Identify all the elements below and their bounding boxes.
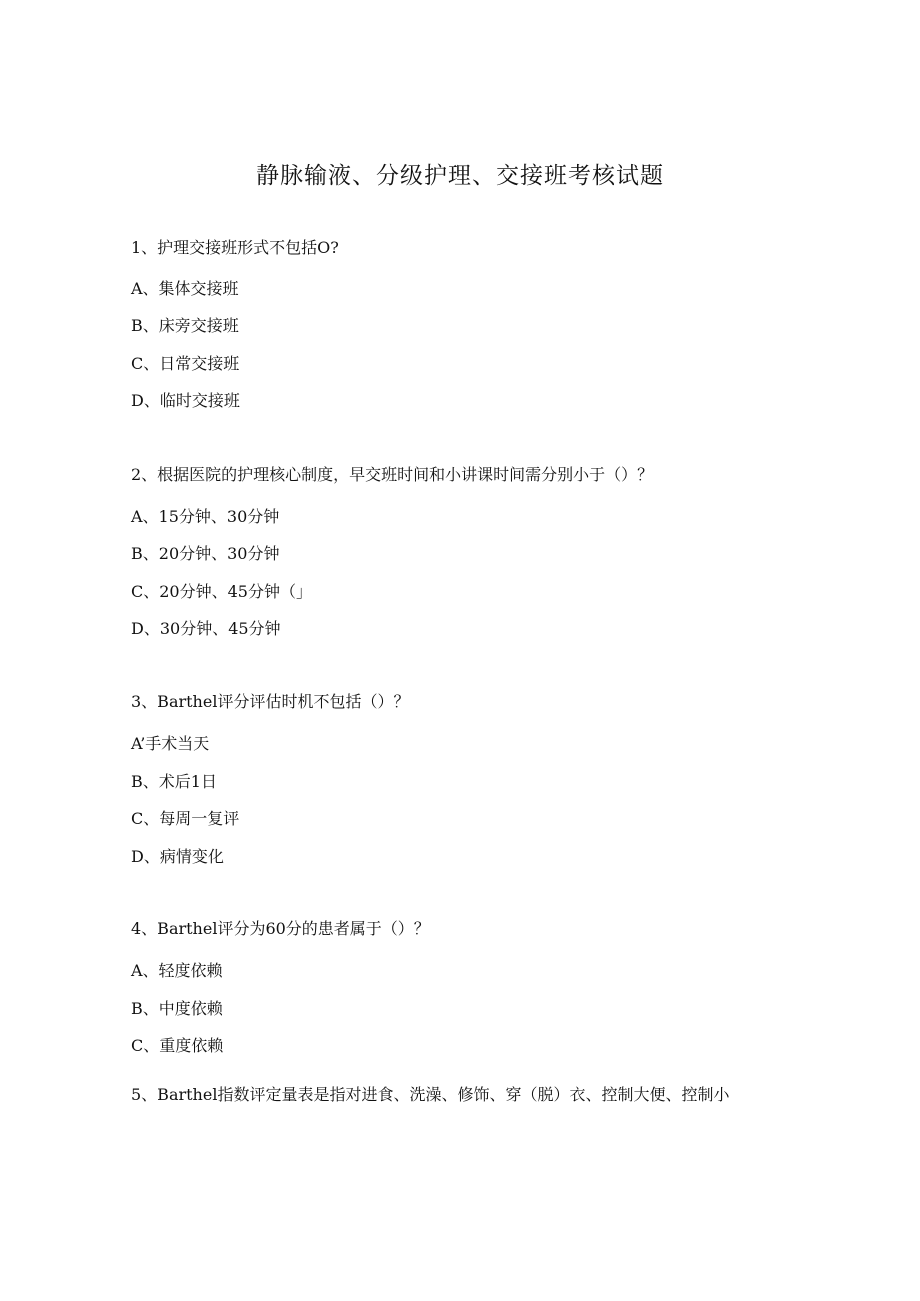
question-2-option-a: A、15分钟、30分钟 <box>131 507 280 526</box>
question-3-option-b: B、术后1日 <box>131 772 217 791</box>
question-1-option-b: B、床旁交接班 <box>131 316 239 335</box>
question-2-option-c: C、20分钟、45分钟（」 <box>131 582 312 601</box>
question-2-option-b: B、20分钟、30分钟 <box>131 544 280 563</box>
question-2-stem: 2、根据医院的护理核心制度，早交班时间和小讲课时间需分别小于（）？ <box>131 465 654 484</box>
question-1-option-a: A、集体交接班 <box>131 279 239 298</box>
question-1-option-c: C、日常交接班 <box>131 354 240 373</box>
question-4-stem: 4、Barthel评分为60分的患者属于（）？ <box>131 919 430 938</box>
question-1-stem: 1、护理交接班形式不包括O? <box>131 238 339 257</box>
question-3-option-c: C、每周一复评 <box>131 809 240 828</box>
question-5-stem: 5、Barthel指数评定量表是指对进食、洗澡、修饰、穿（脱）衣、控制大便、控制小 <box>131 1085 730 1104</box>
question-3-option-a: A’手术当天 <box>131 734 210 753</box>
question-4-option-c: C、重度依赖 <box>131 1036 224 1055</box>
question-2-option-d: D、30分钟、45分钟 <box>131 619 281 638</box>
question-3-stem: 3、Barthel评分评估时机不包括（）？ <box>131 692 410 711</box>
document-title: 静脉输液、分级护理、交接班考核试题 <box>256 163 664 189</box>
question-3-option-d: D、病情变化 <box>131 847 224 866</box>
question-1-option-d: D、临时交接班 <box>131 391 240 410</box>
question-4-option-a: A、轻度依赖 <box>131 961 223 980</box>
question-4-option-b: B、中度依赖 <box>131 999 223 1018</box>
